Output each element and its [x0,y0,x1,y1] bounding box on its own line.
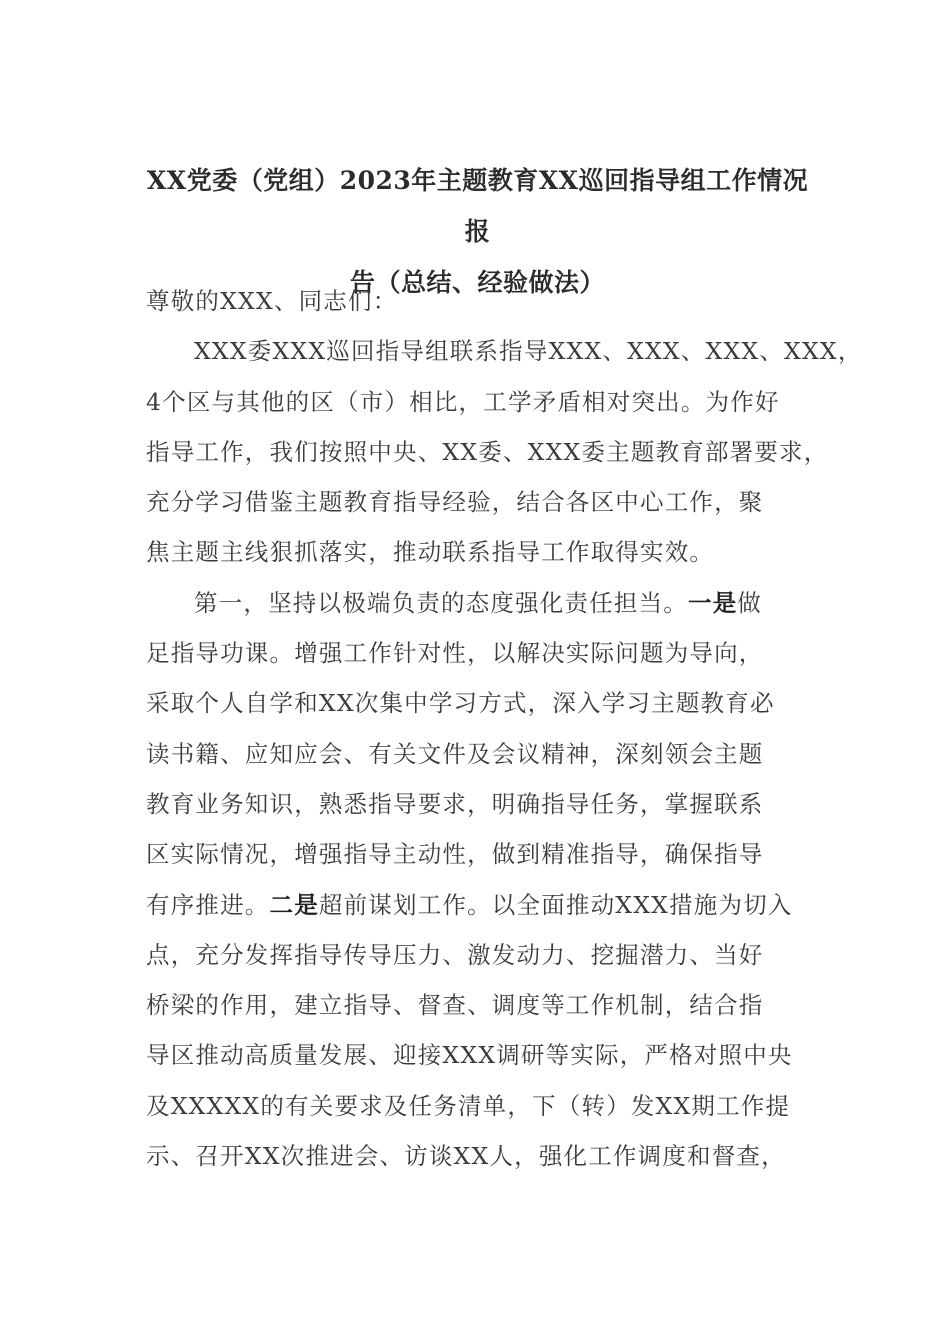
paragraph-line: XXX委XXX巡回指导组联系指导XXX、XXX、XXX、XXX， [194,337,863,366]
paragraph-line: 读书籍、应知应会、有关文件及会议精神，深刻领会主题 [146,739,764,768]
text-run: 超前谋划工作。以全面推动XXX措施为切入 [318,890,793,919]
bold-marker: 一是 [688,588,738,617]
paragraph-line: 导区推动高质量发展、迎接XXX调研等实际，严格对照中央 [146,1041,793,1070]
paragraph-line: 点，充分发挥指导传导压力、激发动力、挖掘潜力、当好 [146,940,764,969]
title-line: XX党委（党组）2023年主题教育XX巡回指导组工作情况报 [146,166,809,246]
paragraph-line: 及XXXXX的有关要求及任务清单，下（转）发XX期工作提 [146,1091,791,1120]
text-run: 第一，坚持以极端负责的态度强化责任担当。 [194,588,688,617]
paragraph-line: 采取个人自学和XX次集中学习方式，深入学习主题教育必 [146,689,775,718]
paragraph-line: 充分学习借鉴主题教育指导经验，结合各区中心工作，聚 [146,488,764,517]
paragraph-line: 足指导功课。增强工作针对性，以解决实际问题为导向， [146,639,764,668]
text-run: 做 [737,588,763,617]
paragraph-line: 示、召开XX次推进会、访谈XX人，强化工作调度和督查， [146,1142,786,1171]
salutation: 尊敬的XXX、同志们： [146,287,398,315]
paragraph-intro [146,326,863,577]
paragraph-line: 教育业务知识，熟悉指导要求，明确指导任务，掌握联系 [146,789,764,818]
paragraph-line [146,880,822,930]
paragraph-line: 焦主题主线狠抓落实，推动联系指导工作取得实效。 [146,538,715,567]
paragraph-line: 桥梁的作用，建立指导、督查、调度等工作机制，结合指 [146,991,764,1020]
paragraph-line: 区实际情况，增强指导主动性，做到精准指导，确保指导 [146,840,764,869]
paragraph-line: 指导工作，我们按照中央、XX委、XXX委主题教育部署要求， [146,437,829,466]
paragraph-line [146,578,822,628]
title-line: 告（总结、经验做法） [349,268,605,297]
bold-marker: 二是 [269,890,319,919]
text-run: 有序推进。 [146,890,270,919]
paragraph-line: 4个区与其他的区（市）相比，工学矛盾相对突出。为作好 [146,387,780,416]
document-body [146,276,863,1181]
paragraph-first-point [146,578,822,1182]
